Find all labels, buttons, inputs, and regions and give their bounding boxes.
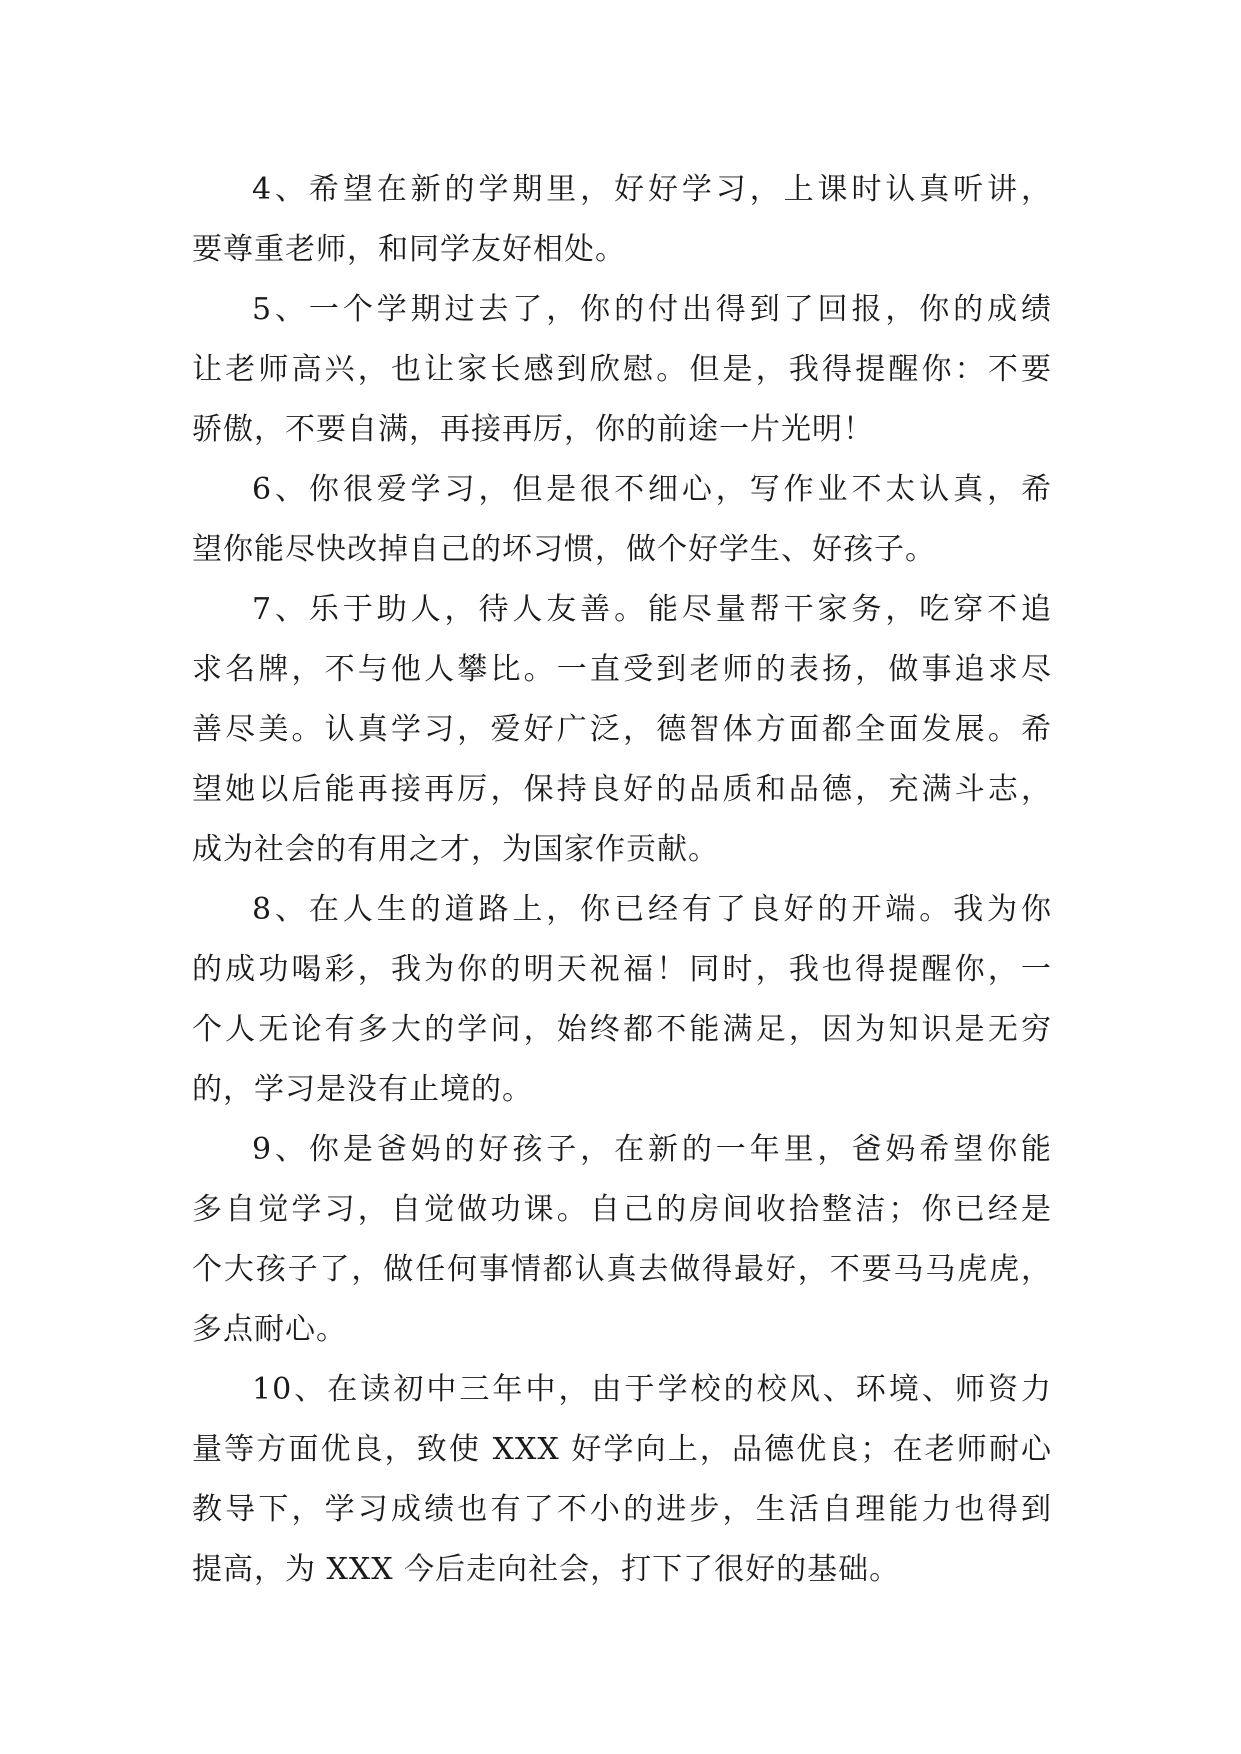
paragraph-line: 5、一个学期过去了，你的付出得到了回报，你的成绩 xyxy=(252,292,1052,327)
paragraph-line: 多自觉学习，自觉做功课。自己的房间收拾整洁；你已经是 xyxy=(192,1192,1052,1227)
paragraph-line: 量等方面优良，致使 XXX 好学向上，品德优良；在老师耐心 xyxy=(192,1432,1052,1467)
paragraph-line: 的成功喝彩，我为你的明天祝福！同时，我也得提醒你，一 xyxy=(192,952,1052,987)
paragraph-9 xyxy=(192,1120,1052,1360)
paragraph-line: 善尽美。认真学习，爱好广泛，德智体方面都全面发展。希 xyxy=(192,712,1052,747)
paragraph-line: 求名牌，不与他人攀比。一直受到老师的表扬，做事追求尽 xyxy=(192,652,1052,687)
paragraph-line: 个大孩子了，做任何事情都认真去做得最好，不要马马虎虎， xyxy=(192,1252,1052,1287)
paragraph-6 xyxy=(192,460,1052,580)
paragraph-line: 多点耐心。 xyxy=(192,1312,347,1347)
paragraph-line: 8、在人生的道路上，你已经有了良好的开端。我为你 xyxy=(252,892,1052,927)
paragraph-line: 要尊重老师，和同学友好相处。 xyxy=(192,232,626,267)
paragraph-line: 6、你很爱学习，但是很不细心，写作业不太认真，希 xyxy=(252,472,1052,507)
document-body xyxy=(192,160,1052,1600)
paragraph-5 xyxy=(192,280,1052,460)
paragraph-line: 10、在读初中三年中，由于学校的校风、环境、师资力 xyxy=(252,1372,1052,1407)
paragraph-line: 的，学习是没有止境的。 xyxy=(192,1072,533,1107)
paragraph-line: 望她以后能再接再厉，保持良好的品质和品德，充满斗志， xyxy=(192,772,1052,807)
paragraph-line: 4、希望在新的学期里，好好学习，上课时认真听讲， xyxy=(252,172,1052,207)
paragraph-line: 9、你是爸妈的好孩子，在新的一年里，爸妈希望你能 xyxy=(252,1132,1052,1167)
paragraph-7 xyxy=(192,580,1052,880)
paragraph-line: 望你能尽快改掉自己的坏习惯，做个好学生、好孩子。 xyxy=(192,532,936,567)
paragraph-line: 7、乐于助人，待人友善。能尽量帮干家务，吃穿不追 xyxy=(252,592,1052,627)
paragraph-line: 骄傲，不要自满，再接再厉，你的前途一片光明！ xyxy=(192,412,874,447)
paragraph-4 xyxy=(192,160,1052,280)
paragraph-line: 让老师高兴，也让家长感到欣慰。但是，我得提醒你：不要 xyxy=(192,352,1052,387)
paragraph-line: 教导下，学习成绩也有了不小的进步，生活自理能力也得到 xyxy=(192,1492,1052,1527)
paragraph-line: 个人无论有多大的学问，始终都不能满足，因为知识是无穷 xyxy=(192,1012,1052,1047)
paragraph-10 xyxy=(192,1360,1052,1600)
paragraph-8 xyxy=(192,880,1052,1120)
paragraph-line: 提高，为 XXX 今后走向社会，打下了很好的基础。 xyxy=(192,1552,901,1587)
paragraph-line: 成为社会的有用之才，为国家作贡献。 xyxy=(192,832,719,867)
